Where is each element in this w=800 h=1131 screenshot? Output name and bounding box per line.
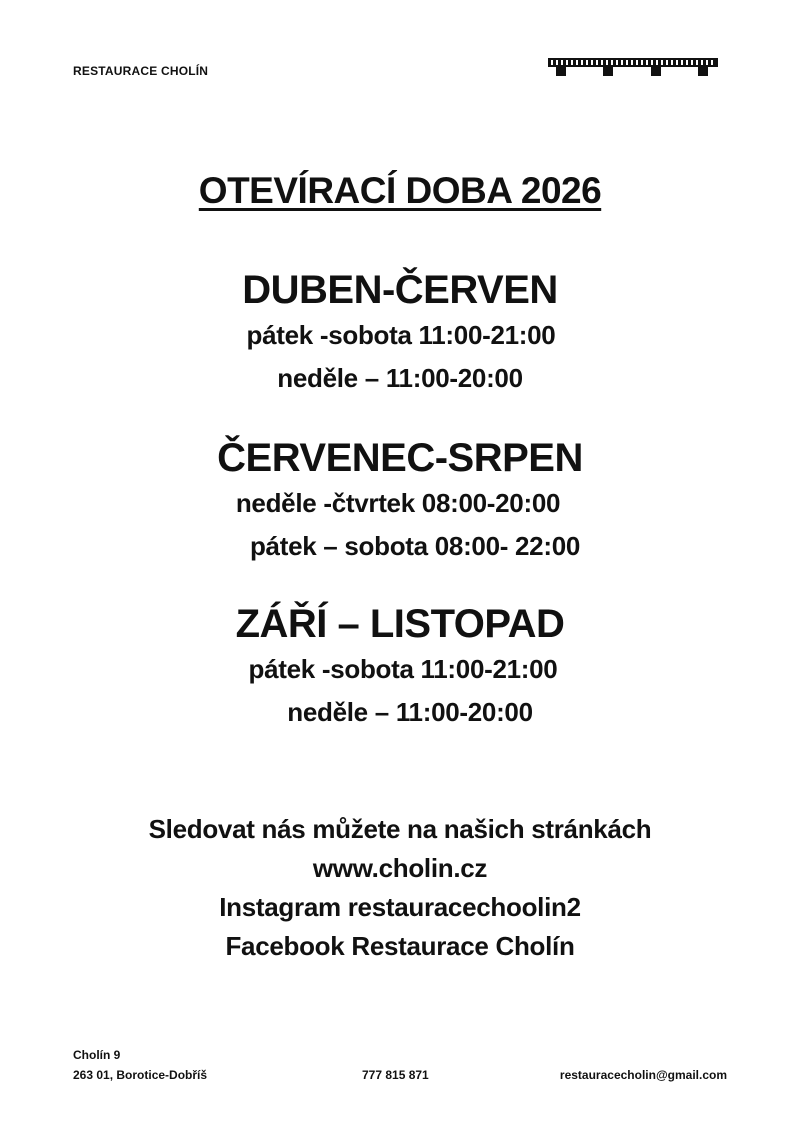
- address-line: Cholín 9: [73, 1048, 121, 1062]
- footer-email[interactable]: restauracecholin@gmail.com: [559, 1068, 727, 1082]
- bridge-logo-icon: [548, 58, 718, 76]
- season-heading: ZÁŘÍ – LISTOPAD: [235, 602, 565, 646]
- season-heading: DUBEN-ČERVEN: [242, 268, 558, 312]
- facebook-page: Facebook Restaurace Cholín: [225, 931, 575, 961]
- season-block-spring: [0, 266, 800, 400]
- season-hours-line: pátek -sobota 11:00-21:00: [246, 320, 556, 350]
- brand-name: RESTAURACE CHOLÍN: [73, 64, 209, 78]
- season-hours-line: neděle – 11:00-20:00: [277, 363, 523, 393]
- website-link[interactable]: www.cholin.cz: [312, 853, 488, 883]
- page-title: OTEVÍRACÍ DOBA 2026: [198, 170, 602, 211]
- follow-section: [0, 810, 800, 966]
- follow-intro: Sledovat nás můžete na našich stránkách: [148, 814, 652, 844]
- address-line: 263 01, Borotice-Dobříš: [73, 1068, 208, 1082]
- season-heading: ČERVENEC-SRPEN: [217, 436, 583, 480]
- season-block-summer: [0, 434, 800, 568]
- season-hours-line: pátek – sobota 08:00- 22:00: [249, 531, 581, 561]
- season-hours-line: neděle – 11:00-20:00: [287, 697, 533, 727]
- season-hours-line: pátek -sobota 11:00-21:00: [248, 654, 558, 684]
- footer-phone: 777 815 871: [362, 1068, 429, 1082]
- footer-address: [73, 1045, 207, 1085]
- season-hours-line: neděle -čtvrtek 08:00-20:00: [235, 488, 561, 518]
- season-block-autumn: [0, 600, 800, 734]
- instagram-handle: Instagram restauracechoolin2: [219, 892, 581, 922]
